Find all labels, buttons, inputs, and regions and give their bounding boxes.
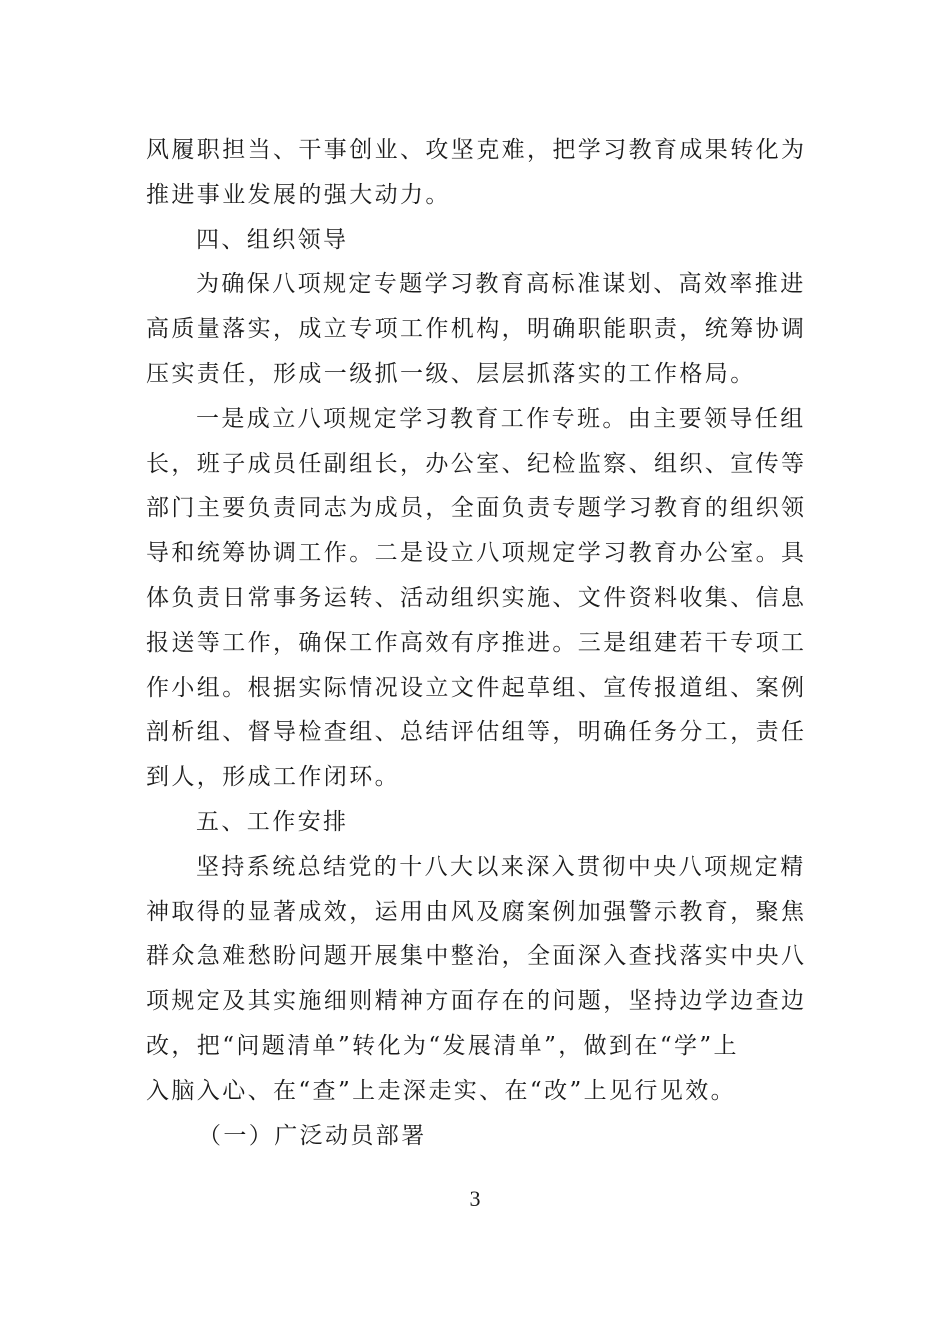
paragraph-line: 体负责日常事务运转、活动组织实施、文件资料收集、信息 — [146, 584, 807, 611]
paragraph-line: 群众急难愁盼问题开展集中整治，全面深入查找落实中央八 — [146, 943, 807, 970]
section-heading-organization: 四、组织领导 — [196, 226, 349, 253]
paragraph-line: 剖析组、督导检查组、总结评估组等，明确任务分工，责任 — [146, 719, 807, 746]
paragraph-line: 推进事业发展的强大动力。 — [146, 181, 451, 208]
subsection-heading-mobilization: （一）广泛动员部署 — [198, 1122, 427, 1149]
paragraph-line: 部门主要负责同志为成员，全面负责专题学习教育的组织领 — [146, 495, 807, 522]
paragraph-line: 一是成立八项规定学习教育工作专班。由主要领导任组 — [196, 405, 806, 432]
paragraph-line: 高质量落实，成立专项工作机构，明确职能职责，统筹协调 — [146, 316, 807, 343]
paragraph-line: 入脑入心、在“查”上走深走实、在“改”上见行见效。 — [146, 1077, 737, 1104]
paragraph-line: 项规定及其实施细则精神方面存在的问题，坚持边学边查边 — [146, 988, 807, 1015]
paragraph-line: 报送等工作，确保工作高效有序推进。三是组建若干专项工 — [146, 629, 807, 656]
paragraph-line: 作小组。根据实际情况设立文件起草组、宣传报道组、案例 — [146, 674, 807, 701]
paragraph-line: 风履职担当、干事创业、攻坚克难，把学习教育成果转化为 — [146, 137, 807, 163]
paragraph-line: 改，把“问题清单”转化为“发展清单”，做到在“学”上 — [146, 1032, 739, 1059]
paragraph-line: 神取得的显著成效，运用由风及腐案例加强警示教育，聚焦 — [146, 898, 807, 925]
paragraph-line: 为确保八项规定专题学习教育高标准谋划、高效率推进 — [196, 271, 806, 298]
document-body — [146, 128, 808, 1158]
paragraph-line: 坚持系统总结党的十八大以来深入贯彻中央八项规定精 — [196, 853, 806, 880]
paragraph-line: 压实责任，形成一级抓一级、层层抓落实的工作格局。 — [146, 360, 756, 387]
paragraph-line: 长，班子成员任副组长，办公室、纪检监察、组织、宣传等 — [146, 450, 807, 477]
section-heading-work-arrangement: 五、工作安排 — [196, 808, 349, 835]
paragraph-line: 到人，形成工作闭环。 — [146, 764, 400, 791]
page-number: 3 — [469, 1186, 481, 1211]
paragraph-line: 导和统筹协调工作。二是设立八项规定学习教育办公室。具 — [146, 540, 807, 567]
